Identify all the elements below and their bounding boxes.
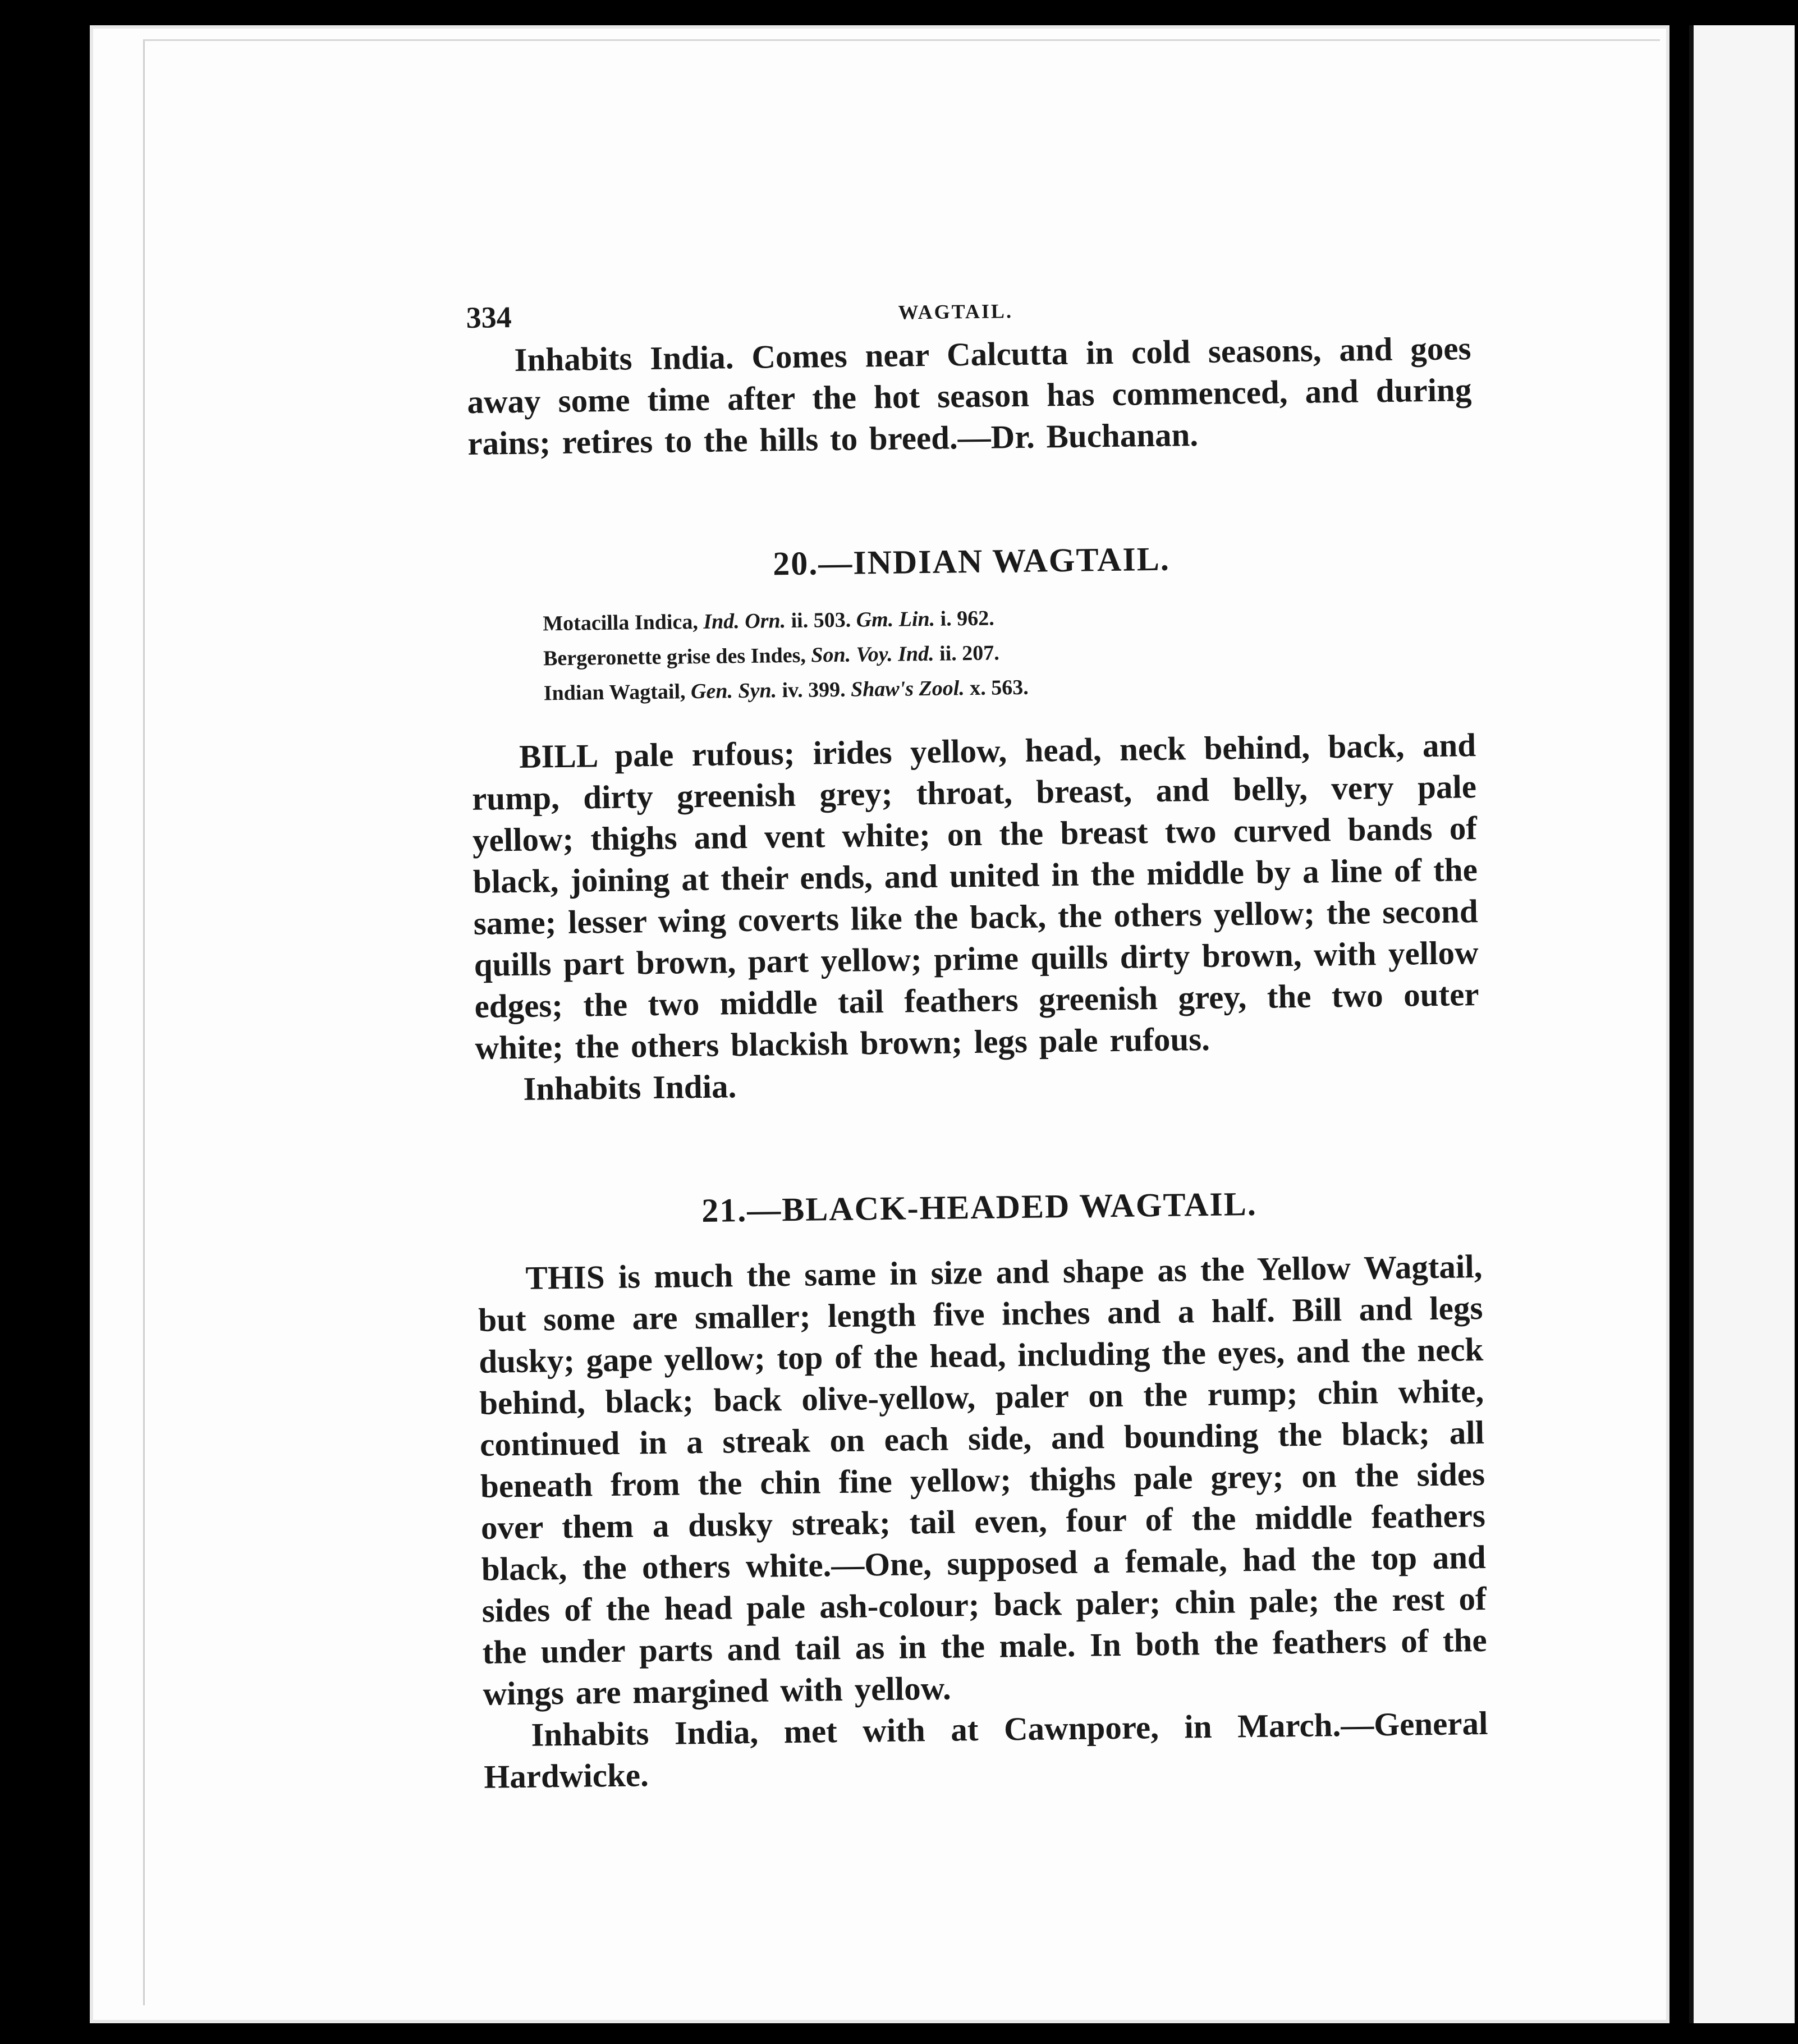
adjacent-page-edge [1689, 25, 1795, 2023]
page-text-block [466, 277, 1489, 1798]
section-21-description: THIS is much the same in size and shape as the Yellow Wagtail, but some are smaller; length five inches and a half. Bill and legs dusky; gape yellow; top of the head, including the eyes, and the neck behind, black; back olive-yellow, paler on the rump; chin white, continued in a streak on each side, and bounding the black; all beneath from the chin fine yellow; thighs pale grey; on the sides over them a dusky streak; tail even, four of the middle feathers black, the others white.—One, supposed a female, had the top and sides of the head pale ash-colour; back paler; chin pale; the rest of the under parts and tail as in the male. In both the feathers of the wings are margined with yellow. [478, 1248, 1487, 1712]
synonym-line: Bergeronette grise des Indes, Son. Voy. Ind. ii. 207. [543, 641, 1000, 671]
section-20-synonyms [470, 595, 1475, 712]
section-21-heading: 21.—BLACK-HEADED WAGTAIL. [701, 1185, 1258, 1229]
synonym-line: Motacilla Indica, Ind. Orn. ii. 503. Gm. Lin. i. 962. [543, 606, 994, 636]
section-20-description: BILL pale rufous; irides yellow, head, neck behind, back, and rump, dirty greenish grey; throat, breast, and belly, very pale yellow; thighs and vent white; on the breast two curved bands of black, joining at their ends, and united in the middle by a line of the same; lesser wing coverts like the back, the others yellow; the second quills part brown, part yellow; prime quills dirty brown, with yellow edges; the two middle tail feathers greenish grey, the two outer white; the others blackish brown; legs pale rufous. [471, 726, 1479, 1066]
running-title: WAGTAIL. [898, 300, 1013, 324]
page-number: 334 [466, 300, 512, 334]
synonym-line: Indian Wagtail, Gen. Syn. iv. 399. Shaw's Zool. x. 563. [543, 675, 1029, 705]
section-21-habitat: Inhabits India, met with at Cawnpore, in March.—General Hardwicke. [483, 1704, 1488, 1795]
intro-paragraph: Inhabits India. Comes near Calcutta in cold seasons, and goes away some time after the hot season has commenced, and during rains; retires to the hills to breed.—Dr. Buchanan. [467, 329, 1472, 462]
section-20-habitat: Inhabits India. [523, 1067, 737, 1107]
section-20-heading: 20.—INDIAN WAGTAIL. [772, 540, 1171, 583]
